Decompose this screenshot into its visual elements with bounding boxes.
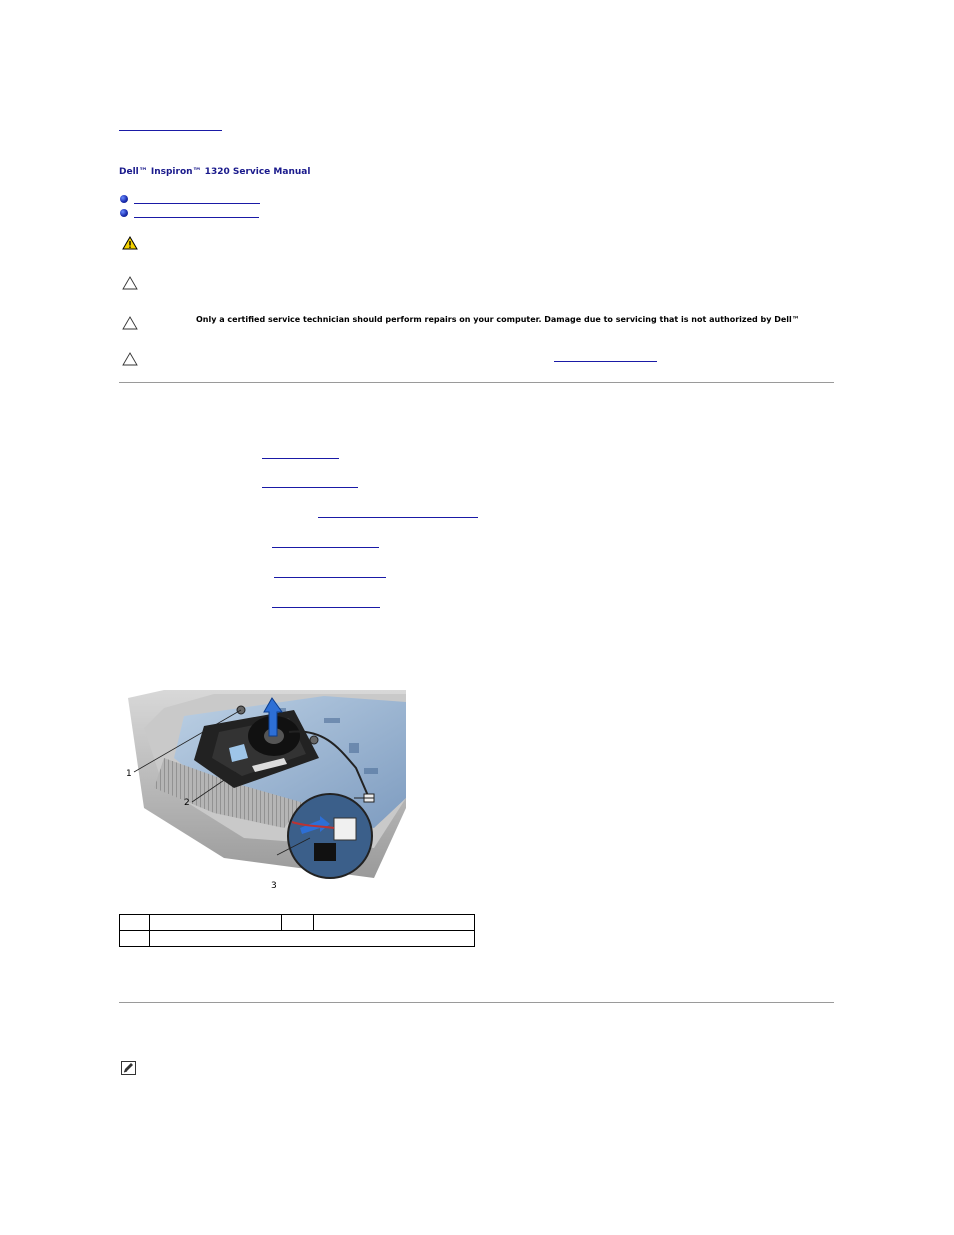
table-row [120,915,475,931]
table-cell [150,931,475,947]
callout-1: 1 [126,769,132,779]
table-cell [120,915,150,931]
table-cell [314,915,475,931]
caution-triangle-icon [122,352,138,366]
section-link-removing[interactable] [134,203,260,204]
callout-3: 3 [271,881,277,891]
bullet-icon [120,209,128,217]
fan-removal-illustration [124,688,406,892]
step-link-1[interactable] [262,458,339,459]
caution-text: Only a certified service technician should perform repairs on your computer. Damage due to servicing that is not authorized by Dell™ [196,315,800,324]
bullet-icon [120,195,128,203]
warning-triangle-icon [122,236,138,250]
table-cell [120,931,150,947]
section-divider [119,382,834,383]
table-cell [150,915,282,931]
note-pencil-icon [121,1061,136,1075]
table-row [120,931,475,947]
section-link-replacing[interactable] [134,217,259,218]
callout-2: 2 [184,798,190,808]
back-to-contents-link[interactable] [119,130,222,131]
caution-triangle-icon [122,316,138,330]
step-link-2[interactable] [262,487,358,488]
caution-triangle-icon [122,276,138,290]
step-link-5[interactable] [274,577,386,578]
step-link-6[interactable] [272,607,380,608]
table-cell [282,915,314,931]
step-link-4[interactable] [272,547,379,548]
callout-legend-table [119,914,475,947]
safety-info-link[interactable] [554,361,657,362]
step-link-3[interactable] [318,517,478,518]
section-divider [119,1002,834,1003]
page-title: Dell™ Inspiron™ 1320 Service Manual [119,167,311,177]
